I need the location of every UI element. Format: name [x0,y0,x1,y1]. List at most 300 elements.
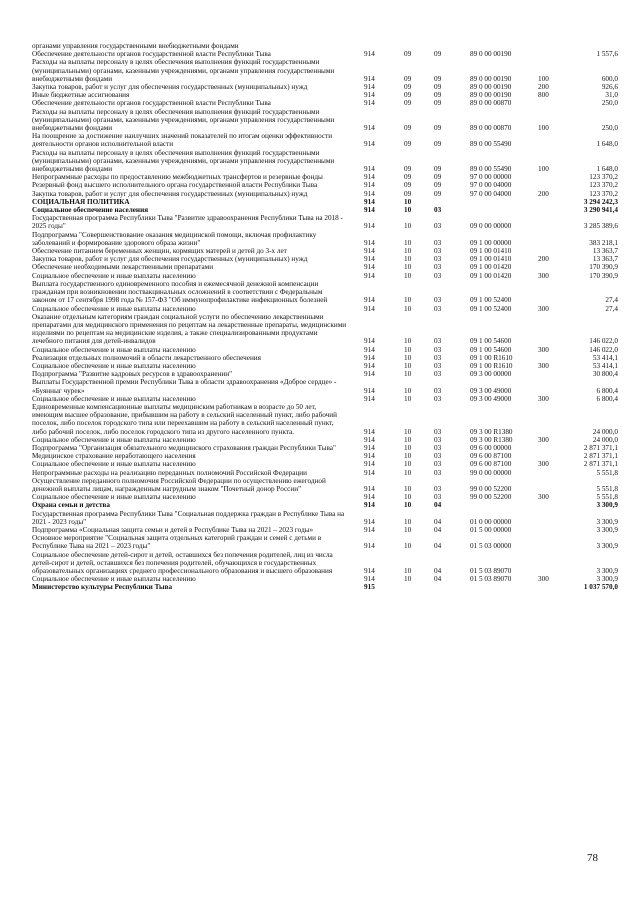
cell-rz: 10 [404,460,412,469]
cell-name: Закупка товаров, работ и услуг для обеспечения государственных (муниципальных) нужд [32,255,308,264]
cell-rz: 10 [404,255,412,264]
cell-sum: 6 800,4 [596,386,618,395]
cell-rz: 10 [404,296,412,305]
cell-rz: 10 [404,394,412,403]
cell-rz: 10 [404,238,412,247]
cell-pr: 04 [434,575,442,584]
cell-sum: 3 300,9 [596,575,618,584]
cell-sum: 5 551,8 [596,484,618,493]
cell-pr: 09 [434,124,442,133]
cell-cs: 01 0 00 00000 [470,517,512,526]
cell-ved: 914 [364,370,375,379]
table-row [32,58,618,83]
cell-sum: 250,0 [601,124,618,133]
cell-cs: 09 1 00 01420 [470,263,512,272]
cell-vr: 300 [538,271,549,280]
cell-name: Социальное обеспечение и иные выплаты населению [32,575,196,584]
table-row [32,255,618,263]
cell-cs: 89 0 00 00190 [470,50,512,59]
cell-pr: 03 [434,206,442,215]
cell-sum: 383 218,1 [589,238,618,247]
cell-sum: 5 551,8 [596,493,618,502]
cell-rz: 10 [404,435,412,444]
cell-rz: 10 [404,386,412,395]
cell-name: На поощрение за достижение наилучших значений показателей по итогам оценки эффективности деятельности органов исполнительной власти [32,132,333,149]
cell-pr: 03 [434,460,442,469]
cell-ved: 914 [364,435,375,444]
cell-sum: 3 300,9 [596,501,618,510]
cell-name: Государственная программа Республики Тыва "Развитие здравоохранения Республики Тыва на 2018 - 2025 годы" [32,214,343,231]
cell-pr: 03 [434,493,442,502]
cell-cs: 09 3 00 49000 [470,394,512,403]
cell-rz: 10 [404,501,412,510]
cell-name: Осуществление переданного полномочия Российской Федерации по осуществлению ежегодной денежной выплаты лицам, награжденным нагрудным знаком "Почетный донор России" [32,476,326,493]
table-row [32,263,618,271]
table-row [32,354,618,362]
cell-sum: 2 871 371,1 [583,460,618,469]
cell-pr: 03 [434,435,442,444]
table-row [32,551,618,576]
cell-sum: 53 414,1 [592,361,618,370]
cell-vr: 300 [538,460,549,469]
cell-rz: 10 [404,222,412,231]
cell-cs: 89 0 00 00190 [470,91,512,100]
cell-cs: 09 1 00 54600 [470,337,512,346]
cell-pr: 09 [434,99,442,108]
cell-name: Непрограммные расходы на реализацию переданных полномочий Российской Федерации [32,468,307,477]
cell-rz: 09 [404,124,412,133]
cell-rz: 09 [404,165,412,174]
cell-pr: 04 [434,525,442,534]
cell-name: Закупка товаров, работ и услуг для обеспечения государственных (муниципальных) нужд [32,83,308,92]
cell-ved: 914 [364,452,375,461]
cell-rz: 10 [404,517,412,526]
cell-pr: 09 [434,165,442,174]
cell-name: Социальное обеспечение и иные выплаты населению [32,435,196,444]
table-row [32,526,618,534]
cell-sum: 3 300,9 [596,542,618,551]
table-row [32,42,618,50]
cell-vr: 100 [538,165,549,174]
cell-sum: 3 285 389,6 [583,222,618,231]
cell-vr: 300 [538,493,549,502]
cell-ved: 914 [364,493,375,502]
cell-vr: 200 [538,83,549,92]
table-row [32,247,618,255]
cell-sum: 123 370,2 [589,189,618,198]
cell-rz: 10 [404,484,412,493]
table-row [32,231,618,247]
cell-name: Социальное обеспечение и иные выплаты населению [32,345,196,354]
cell-name: Министерство культуры Республики Тыва [32,583,173,592]
cell-name: Обеспечение деятельности органов государственной власти Республики Тыва [32,50,271,59]
cell-rz: 10 [404,206,412,215]
cell-rz: 10 [404,443,412,452]
cell-pr: 03 [434,394,442,403]
cell-rz: 10 [404,337,412,346]
cell-pr: 03 [434,263,442,272]
cell-pr: 03 [434,468,442,477]
table-row [32,583,618,591]
cell-vr: 300 [538,361,549,370]
cell-cs: 09 3 00 00000 [470,370,512,379]
cell-name: Государственная программа Республики Тыва "Социальная поддержка граждан в Республике Тыва на 2021 - 2023 годы" [32,509,345,526]
cell-cs: 09 3 00 49000 [470,386,512,395]
cell-ved: 914 [364,173,375,182]
cell-sum: 1 648,0 [596,165,618,174]
cell-rz: 10 [404,304,412,313]
cell-ved: 914 [364,222,375,231]
table-row [32,50,618,58]
cell-sum: 146 022,0 [589,345,618,354]
cell-pr: 03 [434,345,442,354]
cell-cs: 09 1 00 54600 [470,345,512,354]
cell-pr: 03 [434,271,442,280]
cell-ved: 914 [364,427,375,436]
cell-pr: 03 [434,353,442,362]
cell-name: Иные бюджетные ассигнования [32,91,130,100]
cell-name: Социальное обеспечение и иные выплаты населению [32,271,196,280]
cell-cs: 99 0 00 52200 [470,484,512,493]
cell-cs: 01 5 03 89070 [470,567,512,575]
cell-cs: 09 6 00 00000 [470,443,512,452]
cell-sum: 24 000,0 [592,427,618,436]
table-row [32,190,618,198]
table-row [32,378,618,394]
cell-cs: 09 0 00 00000 [470,222,512,231]
cell-name: Обеспечение деятельности органов государственной власти Республики Тыва [32,99,271,108]
table-row [32,305,618,313]
cell-vr: 300 [538,304,549,313]
table-row [32,534,618,550]
cell-ved: 914 [364,247,375,256]
cell-name: Реализация отдельных полномочий в области лекарственного обеспечения [32,353,261,362]
cell-name: Социальное обеспечение и иные выплаты населению [32,361,196,370]
table-row [32,403,618,436]
table-row [32,501,618,509]
cell-vr: 300 [538,394,549,403]
cell-sum: 2 871 371,1 [583,452,618,461]
cell-ved: 914 [364,140,375,149]
cell-vr: 200 [538,255,549,264]
cell-sum: 5 551,8 [596,468,618,477]
cell-ved: 914 [364,361,375,370]
cell-name: Подпрограмма "Совершенствование оказания медицинской помощи, включая профилактику заболеваний и формирование здорового образа жизни" [32,230,317,247]
cell-pr: 09 [434,140,442,149]
cell-sum: 6 800,4 [596,394,618,403]
cell-sum: 3 300,9 [596,567,618,575]
cell-rz: 09 [404,50,412,59]
cell-name: Резервный фонд высшего исполнительного органа государственной власти Республики Тыва [32,181,318,190]
cell-name: Подпрограмма «Социальная защита семьи и детей в Республике Тыва на 2021 – 2023 годы» [32,525,314,534]
cell-vr: 300 [538,345,549,354]
table-row [32,108,618,133]
cell-rz: 10 [404,263,412,272]
cell-rz: 10 [404,567,412,575]
cell-ved: 914 [364,567,375,575]
cell-name: Социальное обеспечение и иные выплаты населению [32,304,196,313]
cell-cs: 89 0 00 00190 [470,83,512,92]
cell-ved: 914 [364,91,375,100]
cell-cs: 09 1 00 52400 [470,304,512,313]
cell-pr: 03 [434,361,442,370]
table-row [32,460,618,468]
table-row [32,444,618,452]
cell-name: Расходы на выплаты персоналу в целях обеспечения выполнения функций государственными (муниципальными) органами, казенными учреждениями, органами управления государственными внебюджетными фондами [32,148,335,174]
table-row [32,91,618,99]
cell-ved: 914 [364,501,375,510]
cell-pr: 09 [434,189,442,198]
cell-pr: 09 [434,181,442,190]
table-row [32,149,618,174]
cell-pr: 03 [434,296,442,305]
cell-ved: 914 [364,263,375,272]
cell-sum: 250,0 [601,99,618,108]
cell-vr: 300 [538,435,549,444]
cell-rz: 10 [404,452,412,461]
cell-sum: 24 000,0 [592,435,618,444]
cell-rz: 10 [404,353,412,362]
cell-ved: 914 [364,271,375,280]
cell-cs: 09 1 00 01410 [470,247,512,256]
cell-name: Выплата государственного единовременного пособия и ежемесячной денежной компенсации гражданам при возникновении поствакцинальных осложнений в соответствии с Федеральным законом от 17 сентября 1998 года № 157-ФЗ "Об иммунопрофилактике инфекционных болезней [32,279,328,305]
cell-rz: 09 [404,99,412,108]
cell-sum: 31,0 [605,91,618,100]
cell-ved: 914 [364,197,375,206]
table-row [32,362,618,370]
cell-rz: 10 [404,542,412,551]
cell-cs: 97 0 00 00000 [470,173,512,182]
table-row [32,83,618,91]
cell-pr: 04 [434,501,442,510]
page-number: 78 [587,852,598,864]
cell-pr: 03 [434,238,442,247]
cell-cs: 09 3 00 R1380 [470,427,513,436]
cell-cs: 09 6 00 87100 [470,452,512,461]
cell-rz: 10 [404,345,412,354]
cell-cs: 89 0 00 00870 [470,99,512,108]
cell-name: Закупка товаров, работ и услуг для обеспечения государственных (муниципальных) нужд [32,189,308,198]
cell-cs: 01 5 03 00000 [470,542,512,551]
cell-name: Непрограммные расходы по предоставлению межбюджетных трансфертов и резервные фонды [32,173,323,182]
cell-ved: 914 [364,189,375,198]
cell-sum: 3 294 242,3 [583,197,618,206]
cell-vr: 300 [538,575,549,584]
cell-name: органами управления государственными внебюджетными фондами [32,42,239,50]
cell-sum: 1 557,6 [596,50,618,59]
table-row [32,313,618,346]
cell-ved: 914 [364,525,375,534]
cell-sum: 13 363,7 [592,255,618,264]
cell-rz: 09 [404,181,412,190]
table-row [32,198,618,206]
cell-pr: 09 [434,74,442,83]
cell-rz: 10 [404,197,412,206]
cell-sum: 1 037 570,0 [583,583,618,592]
cell-cs: 97 0 00 04000 [470,189,512,198]
cell-rz: 10 [404,427,412,436]
cell-cs: 09 1 00 01420 [470,271,512,280]
cell-cs: 89 0 00 55490 [470,165,512,174]
table-row [32,436,618,444]
cell-name: Выплаты Государственной премии Республики Тыва в области здравоохранения «Доброе сердце» - «Буянныг чурек» [32,378,337,395]
cell-pr: 03 [434,484,442,493]
table-row [32,181,618,189]
cell-cs: 89 0 00 55490 [470,140,512,149]
cell-rz: 10 [404,271,412,280]
cell-name: Расходы на выплаты персоналу в целях обеспечения выполнения функций государственными (муниципальными) органами, казенными учреждениями, органами управления государственными внебюджетными фондами [32,107,335,133]
cell-cs: 09 1 00 R1610 [470,361,513,370]
cell-name: Социальное обеспечение и иные выплаты населению [32,394,196,403]
cell-ved: 914 [364,99,375,108]
cell-cs: 09 1 00 R1610 [470,353,513,362]
cell-ved: 914 [364,74,375,83]
cell-name: Подпрограмма "Развитие кадровых ресурсов в здравоохранении" [32,370,233,379]
cell-sum: 170 390,9 [589,271,618,280]
cell-sum: 146 022,0 [589,337,618,346]
cell-pr: 03 [434,304,442,313]
cell-rz: 10 [404,468,412,477]
cell-pr: 03 [434,443,442,452]
cell-ved: 914 [364,575,375,584]
cell-cs: 09 6 00 87100 [470,460,512,469]
cell-rz: 10 [404,575,412,584]
cell-ved: 914 [364,468,375,477]
cell-name: Основное мероприятие "Социальная защита отдельных категорий граждан и семей с детьми в Республике Тыва на 2021 – 2023 годы" [32,534,322,551]
cell-ved: 914 [364,124,375,133]
table-row [32,395,618,403]
cell-name: СОЦИАЛЬНАЯ ПОЛИТИКА [32,197,130,206]
cell-cs: 99 0 00 52200 [470,493,512,502]
cell-sum: 3 300,9 [596,517,618,526]
cell-name: Обеспечение необходимыми лекарственными препаратами [32,263,214,272]
cell-name: Оказание отдельным категориям граждан социальной услуги по обеспечению лекарственными препаратами для медицинского применения по рецептам на лекарственные препараты, медицинскими изделиями по рецептам на медицинские изделия, а также специализированными продуктами лечебного питания для детей-инвалидов [32,312,347,346]
table-row [32,493,618,501]
cell-vr: 100 [538,124,549,133]
cell-cs: 09 1 00 00000 [470,238,512,247]
cell-rz: 09 [404,189,412,198]
cell-ved: 915 [364,583,375,592]
cell-pr: 03 [434,386,442,395]
cell-ved: 914 [364,83,375,92]
cell-rz: 10 [404,525,412,534]
cell-rz: 09 [404,91,412,100]
cell-name: Социальное обеспечение детей-сирот и детей, оставшихся без попечения родителей, лиц из числа детей-сирот и детей, оставшихся без попечения родителей, обучающихся в государственных образовательных организациях среднего профессионального образования и высшего образования [32,550,333,575]
cell-cs: 09 1 00 52400 [470,296,512,305]
cell-name: Охрана семьи и детства [32,501,110,510]
cell-pr: 03 [434,255,442,264]
cell-name: Медицинское страхование неработающего населения [32,452,196,461]
cell-ved: 914 [364,296,375,305]
cell-sum: 2 871 371,1 [583,443,618,452]
cell-pr: 03 [434,370,442,379]
cell-pr: 03 [434,222,442,231]
table-row [32,477,618,493]
table-row [32,206,618,214]
cell-rz: 10 [404,370,412,379]
cell-ved: 914 [364,353,375,362]
cell-name: Социальное обеспечение и иные выплаты населению [32,493,196,502]
budget-table [32,42,618,592]
cell-cs: 89 0 00 00190 [470,74,512,83]
cell-name: Единовременные компенсационные выплаты медицинским работникам в возрасте до 50 лет, имеющим высшее образование, прибывшим на работу в сельский населенный пункт, либо рабочий поселок, либо поселок городского типа или переехавшим на работу в сельский населенный пункт, либо рабочий поселок, либо поселок городского типа из другого населенного пункта. [32,402,337,436]
table-row [32,452,618,460]
cell-rz: 09 [404,140,412,149]
cell-cs: 99 0 00 00000 [470,468,512,477]
cell-rz: 10 [404,493,412,502]
table-row [32,575,618,583]
cell-ved: 914 [364,542,375,551]
cell-name: Социальное обеспечение и иные выплаты населению [32,460,196,469]
cell-ved: 914 [364,443,375,452]
cell-vr: 800 [538,91,549,100]
table-row [32,272,618,280]
table-row [32,280,618,305]
cell-sum: 3 290 941,4 [583,206,618,215]
cell-sum: 13 363,7 [592,247,618,256]
cell-name: Расходы на выплаты персоналу в целях обеспечения выполнения функций государственными (муниципальными) органами, казенными учреждениями, органами управления государственными внебюджетными фондами [32,58,335,83]
cell-ved: 914 [364,394,375,403]
cell-pr: 09 [434,173,442,182]
cell-ved: 914 [364,386,375,395]
cell-sum: 27,4 [605,304,618,313]
cell-sum: 1 648,0 [596,140,618,149]
cell-rz: 09 [404,74,412,83]
cell-cs: 01 5 03 89070 [470,575,512,584]
cell-pr: 04 [434,517,442,526]
cell-ved: 914 [364,337,375,346]
cell-ved: 914 [364,181,375,190]
cell-ved: 914 [364,517,375,526]
cell-name: Подпрограмма "Организация обязательного медицинского страхования граждан Республики Тыва" [32,443,336,452]
cell-ved: 914 [364,460,375,469]
cell-cs: 97 0 00 04000 [470,181,512,190]
table-row [32,370,618,378]
table-row [32,469,618,477]
cell-cs: 89 0 00 00870 [470,124,512,133]
cell-pr: 03 [434,247,442,256]
table-row [32,132,618,148]
cell-ved: 914 [364,165,375,174]
cell-ved: 914 [364,484,375,493]
cell-ved: 914 [364,206,375,215]
cell-ved: 914 [364,238,375,247]
cell-sum: 123 370,2 [589,173,618,182]
cell-name: Социальное обеспечение населения [32,206,149,215]
cell-sum: 170 390,9 [589,263,618,272]
cell-pr: 03 [434,452,442,461]
cell-sum: 123 370,2 [589,181,618,190]
cell-sum: 27,4 [605,296,618,305]
cell-ved: 914 [364,50,375,59]
cell-sum: 53 414,1 [592,353,618,362]
cell-pr: 09 [434,91,442,100]
cell-sum: 30 800,4 [592,370,618,379]
cell-sum: 3 300,9 [596,525,618,534]
cell-pr: 04 [434,542,442,551]
cell-pr: 03 [434,337,442,346]
cell-pr: 09 [434,83,442,92]
cell-rz: 09 [404,83,412,92]
cell-cs: 09 1 00 01410 [470,255,512,264]
cell-ved: 914 [364,255,375,264]
cell-sum: 600,0 [601,74,618,83]
cell-cs: 09 3 00 R1380 [470,435,513,444]
cell-pr: 03 [434,427,442,436]
cell-rz: 10 [404,361,412,370]
cell-pr: 09 [434,50,442,59]
cell-vr: 100 [538,74,549,83]
